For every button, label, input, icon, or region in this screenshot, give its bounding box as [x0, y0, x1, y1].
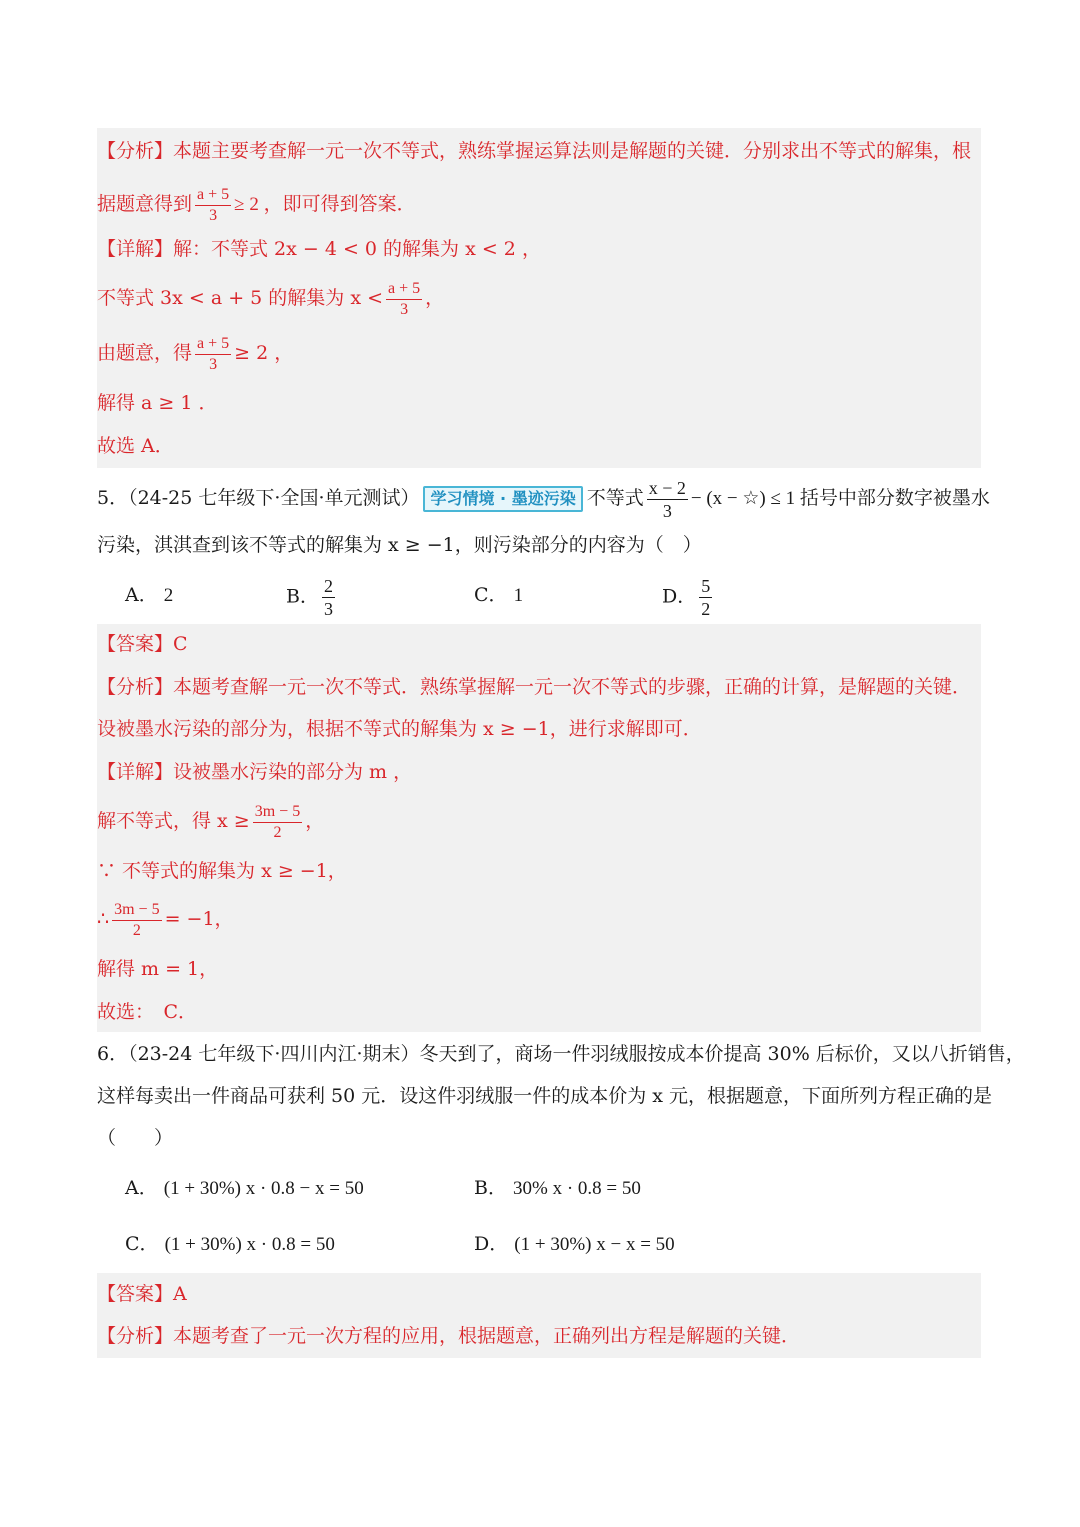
q4-detail-line4: 解得 a ≥ 1 ． [97, 392, 218, 414]
q6-option-d: D． (1 + 30%) x − x = 50 [474, 1233, 675, 1255]
q4-detail-line3: 由题意，得 $\frac{a + 5}{3}$ ≥ 2 ， [97, 334, 294, 373]
q5-option-d: D． $\frac{5}{2}$ [662, 576, 711, 619]
q5-option-c: C． 1 [474, 584, 524, 606]
q6-solution-block [97, 1273, 981, 1358]
q4-detail-line1: 【详解】解：不等式 2x − 4 < 0 的解集为 x < 2 ， [97, 238, 541, 260]
q6-stem-line1: 6．（23-24 七年级下·四川内江·期末）冬天到了，商场一件羽绒服按成本价提高 30% 后标价，又以八折销售， [97, 1043, 1025, 1065]
q5-stem-line1: 5．（24-25 七年级下·全国·单元测试） 学习情境 · 墨迹污染 不等式 $\frac{x - 2}{3}$ − (x − ☆) ≤ 1 括号中部分数字被墨水 [97, 477, 990, 521]
q6-stem-line2: 这样每卖出一件商品可获利 50 元．设这件羽绒服一件的成本价为 x 元，根据题意，下面所列方程正确的是 [97, 1085, 993, 1107]
context-tag: 学习情境 · 墨迹污染 [423, 486, 582, 512]
q5-detail-line5: 解得 m = 1， [97, 958, 219, 980]
q4-solution-block [97, 128, 981, 468]
q6-analysis: 【分析】本题考查了一元一次方程的应用，根据题意，正确列出方程是解题的关键． [97, 1325, 801, 1347]
q5-solution-block [97, 624, 981, 1032]
q5-detail-line2: 解不等式，得 x ≥ $\frac{3m - 5}{2}$ ， [97, 802, 325, 841]
q5-answer: 【答案】C [97, 633, 188, 655]
fraction-a-plus-5-over-3: $\frac{a + 5}{3}$ [197, 334, 230, 373]
q5-detail-line6: 故选： C． [97, 1001, 198, 1023]
q4-analysis-line1: 【分析】本题主要考查解一元一次不等式，熟练掌握运算法则是解题的关键．分别求出不等式的解集，根 [97, 140, 972, 162]
q5-detail-line4: ∴ $\frac{3m - 5}{2}$ = −1， [97, 900, 234, 939]
fraction-a-plus-5-over-3: $\frac{a + 5}{3}$ [388, 279, 421, 318]
q5-option-b: B． $\frac{2}{3}$ [286, 576, 333, 619]
q5-analysis-line1: 【分析】本题考查解一元一次不等式．熟练掌握解一元一次不等式的步骤，正确的计算，是解题的关键． [97, 676, 972, 698]
fraction-a-plus-5-over-3: $\frac{a + 5}{3}$ [197, 185, 230, 224]
q6-stem-line3: （ ） [97, 1127, 174, 1149]
q4-analysis-line2: 据题意得到 $\frac{a + 5}{3}$ ≥ 2 ，即可得到答案． [97, 185, 416, 224]
q5-detail-line1: 【详解】设被墨水污染的部分为 m ， [97, 761, 413, 783]
q4-detail-line5: 故选 A． [97, 435, 174, 457]
fraction-3m-minus-5-over-2: $\frac{3m - 5}{2}$ [114, 900, 160, 939]
q6-option-c: C． (1 + 30%) x · 0.8 = 50 [125, 1233, 335, 1255]
q6-answer: 【答案】A [97, 1283, 187, 1305]
q4-detail-line2: 不等式 3x < a + 5 的解集为 x < $\frac{a + 5}{3}$ ， [97, 279, 445, 318]
q6-option-b: B． 30% x · 0.8 = 50 [474, 1177, 641, 1199]
q5-stem-line2: 污染，淇淇查到该不等式的解集为 x ≥ −1，则污染部分的内容为（ ） [97, 534, 702, 556]
q5-analysis-line2: 设被墨水污染的部分为，根据不等式的解集为 x ≥ −1，进行求解即可． [97, 718, 702, 740]
q6-option-a: A． (1 + 30%) x · 0.8 − x = 50 [125, 1177, 364, 1199]
fraction-3m-minus-5-over-2: $\frac{3m - 5}{2}$ [254, 802, 301, 841]
q5-option-a: A． 2 [125, 584, 174, 606]
fraction-x-minus-2-over-3: $\frac{x - 2}{3}$ [648, 477, 686, 521]
q5-detail-line3: ∵ 不等式的解集为 x ≥ −1， [97, 860, 347, 882]
